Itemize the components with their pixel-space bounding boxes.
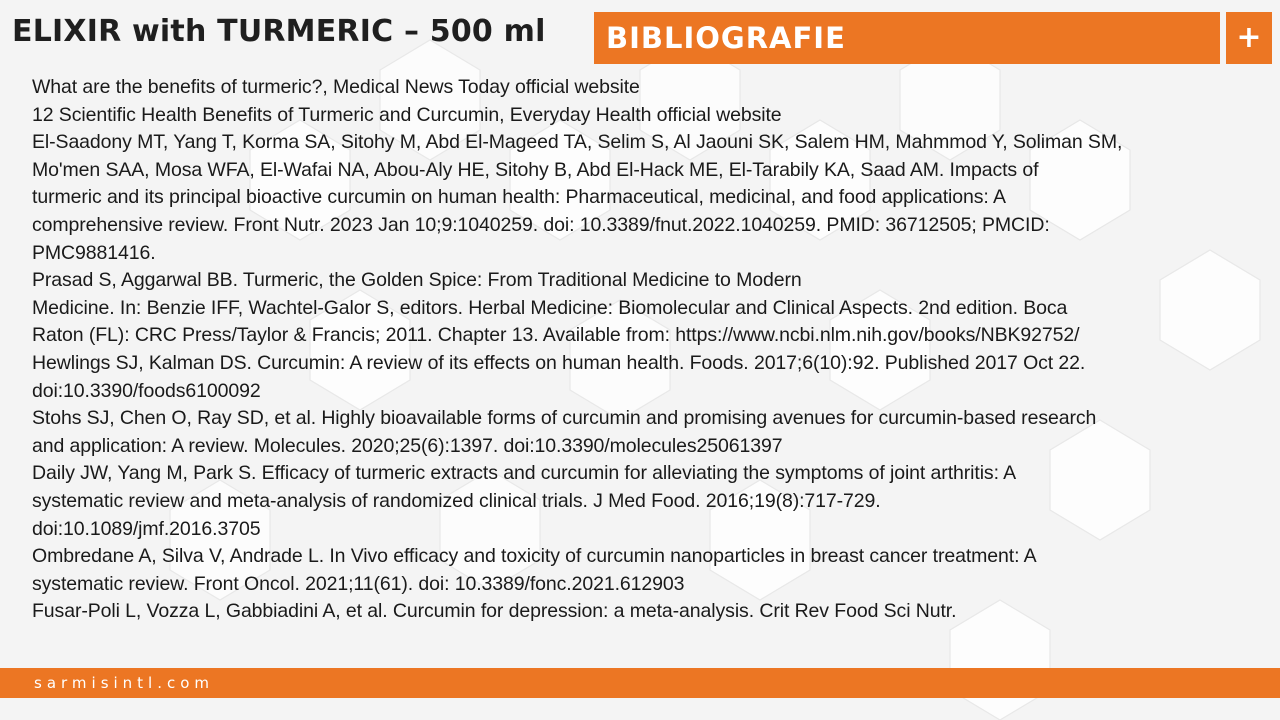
- reference-line: turmeric and its principal bioactive curcumin on human health: Pharmaceutical, medicinal, and food applications: A: [32, 186, 1006, 209]
- reference-line: and application: A review. Molecules. 2020;25(6):1397. doi:10.3390/molecules25061397: [32, 434, 783, 457]
- plus-button[interactable]: +: [1226, 12, 1272, 64]
- reference-line: doi:10.1089/jmf.2016.3705: [32, 517, 261, 540]
- reference-line: Daily JW, Yang M, Park S. Efficacy of turmeric extracts and curcumin for alleviating the symptoms of joint arthritis: A: [32, 462, 1017, 485]
- references-list: [32, 74, 1274, 626]
- section-title: BIBLIOGRAFIE: [606, 21, 846, 55]
- footer-website-text[interactable]: sarmisintl.com: [34, 674, 215, 692]
- reference-line: Raton (FL): CRC Press/Taylor & Francis; 2011. Chapter 13. Available from: https://www.ncbi.nlm.nih.gov/books/NBK92752/: [32, 324, 1080, 347]
- product-title: ELIXIR with TURMERIC – 500 ml: [12, 14, 546, 49]
- reference-line: PMC9881416.: [32, 241, 156, 264]
- reference-line: Medicine. In: Benzie IFF, Wachtel-Galor S, editors. Herbal Medicine: Biomolecular and Clinical Aspects. 2nd edition. Boca: [32, 296, 1068, 319]
- reference-line: Fusar-Poli L, Vozza L, Gabbiadini A, et al. Curcumin for depression: a meta-analysis. Crit Rev Food Sci Nutr.: [32, 600, 957, 623]
- reference-line: systematic review and meta-analysis of randomized clinical trials. J Med Food. 2016;19(8):717-729.: [32, 489, 881, 512]
- footer-bar: [0, 668, 1280, 698]
- section-banner: [594, 12, 1220, 64]
- reference-line: Prasad S, Aggarwal BB. Turmeric, the Golden Spice: From Traditional Medicine to Modern: [32, 269, 802, 292]
- reference-line: comprehensive review. Front Nutr. 2023 Jan 10;9:1040259. doi: 10.3389/fnut.2022.1040259. PMID: 36712505; PMCID:: [32, 213, 1050, 236]
- reference-line: Hewlings SJ, Kalman DS. Curcumin: A review of its effects on human health. Foods. 2017;6(10):92. Published 2017 Oct 22.: [32, 351, 1086, 374]
- reference-line: Ombredane A, Silva V, Andrade L. In Vivo efficacy and toxicity of curcumin nanoparticles in breast cancer treatment: A: [32, 545, 1037, 568]
- reference-line: systematic review. Front Oncol. 2021;11(61). doi: 10.3389/fonc.2021.612903: [32, 572, 685, 595]
- reference-line: Stohs SJ, Chen O, Ray SD, et al. Highly bioavailable forms of curcumin and promising avenues for curcumin-based research: [32, 407, 1097, 430]
- reference-line: 12 Scientific Health Benefits of Turmeric and Curcumin, Everyday Health official website: [32, 103, 782, 126]
- reference-line: What are the benefits of turmeric?, Medical News Today official website: [32, 76, 640, 98]
- reference-line: El-Saadony MT, Yang T, Korma SA, Sitohy M, Abd El-Mageed TA, Selim S, Al Jaouni SK, Salem HM, Mahmmod Y, Soliman SM,: [32, 131, 1123, 154]
- reference-line: Mo'men SAA, Mosa WFA, El-Wafai NA, Abou-Aly HE, Sitohy B, Abd El-Hack ME, El-Tarabily KA, Saad AM. Impacts of: [32, 158, 1039, 181]
- reference-line: doi:10.3390/foods6100092: [32, 379, 261, 402]
